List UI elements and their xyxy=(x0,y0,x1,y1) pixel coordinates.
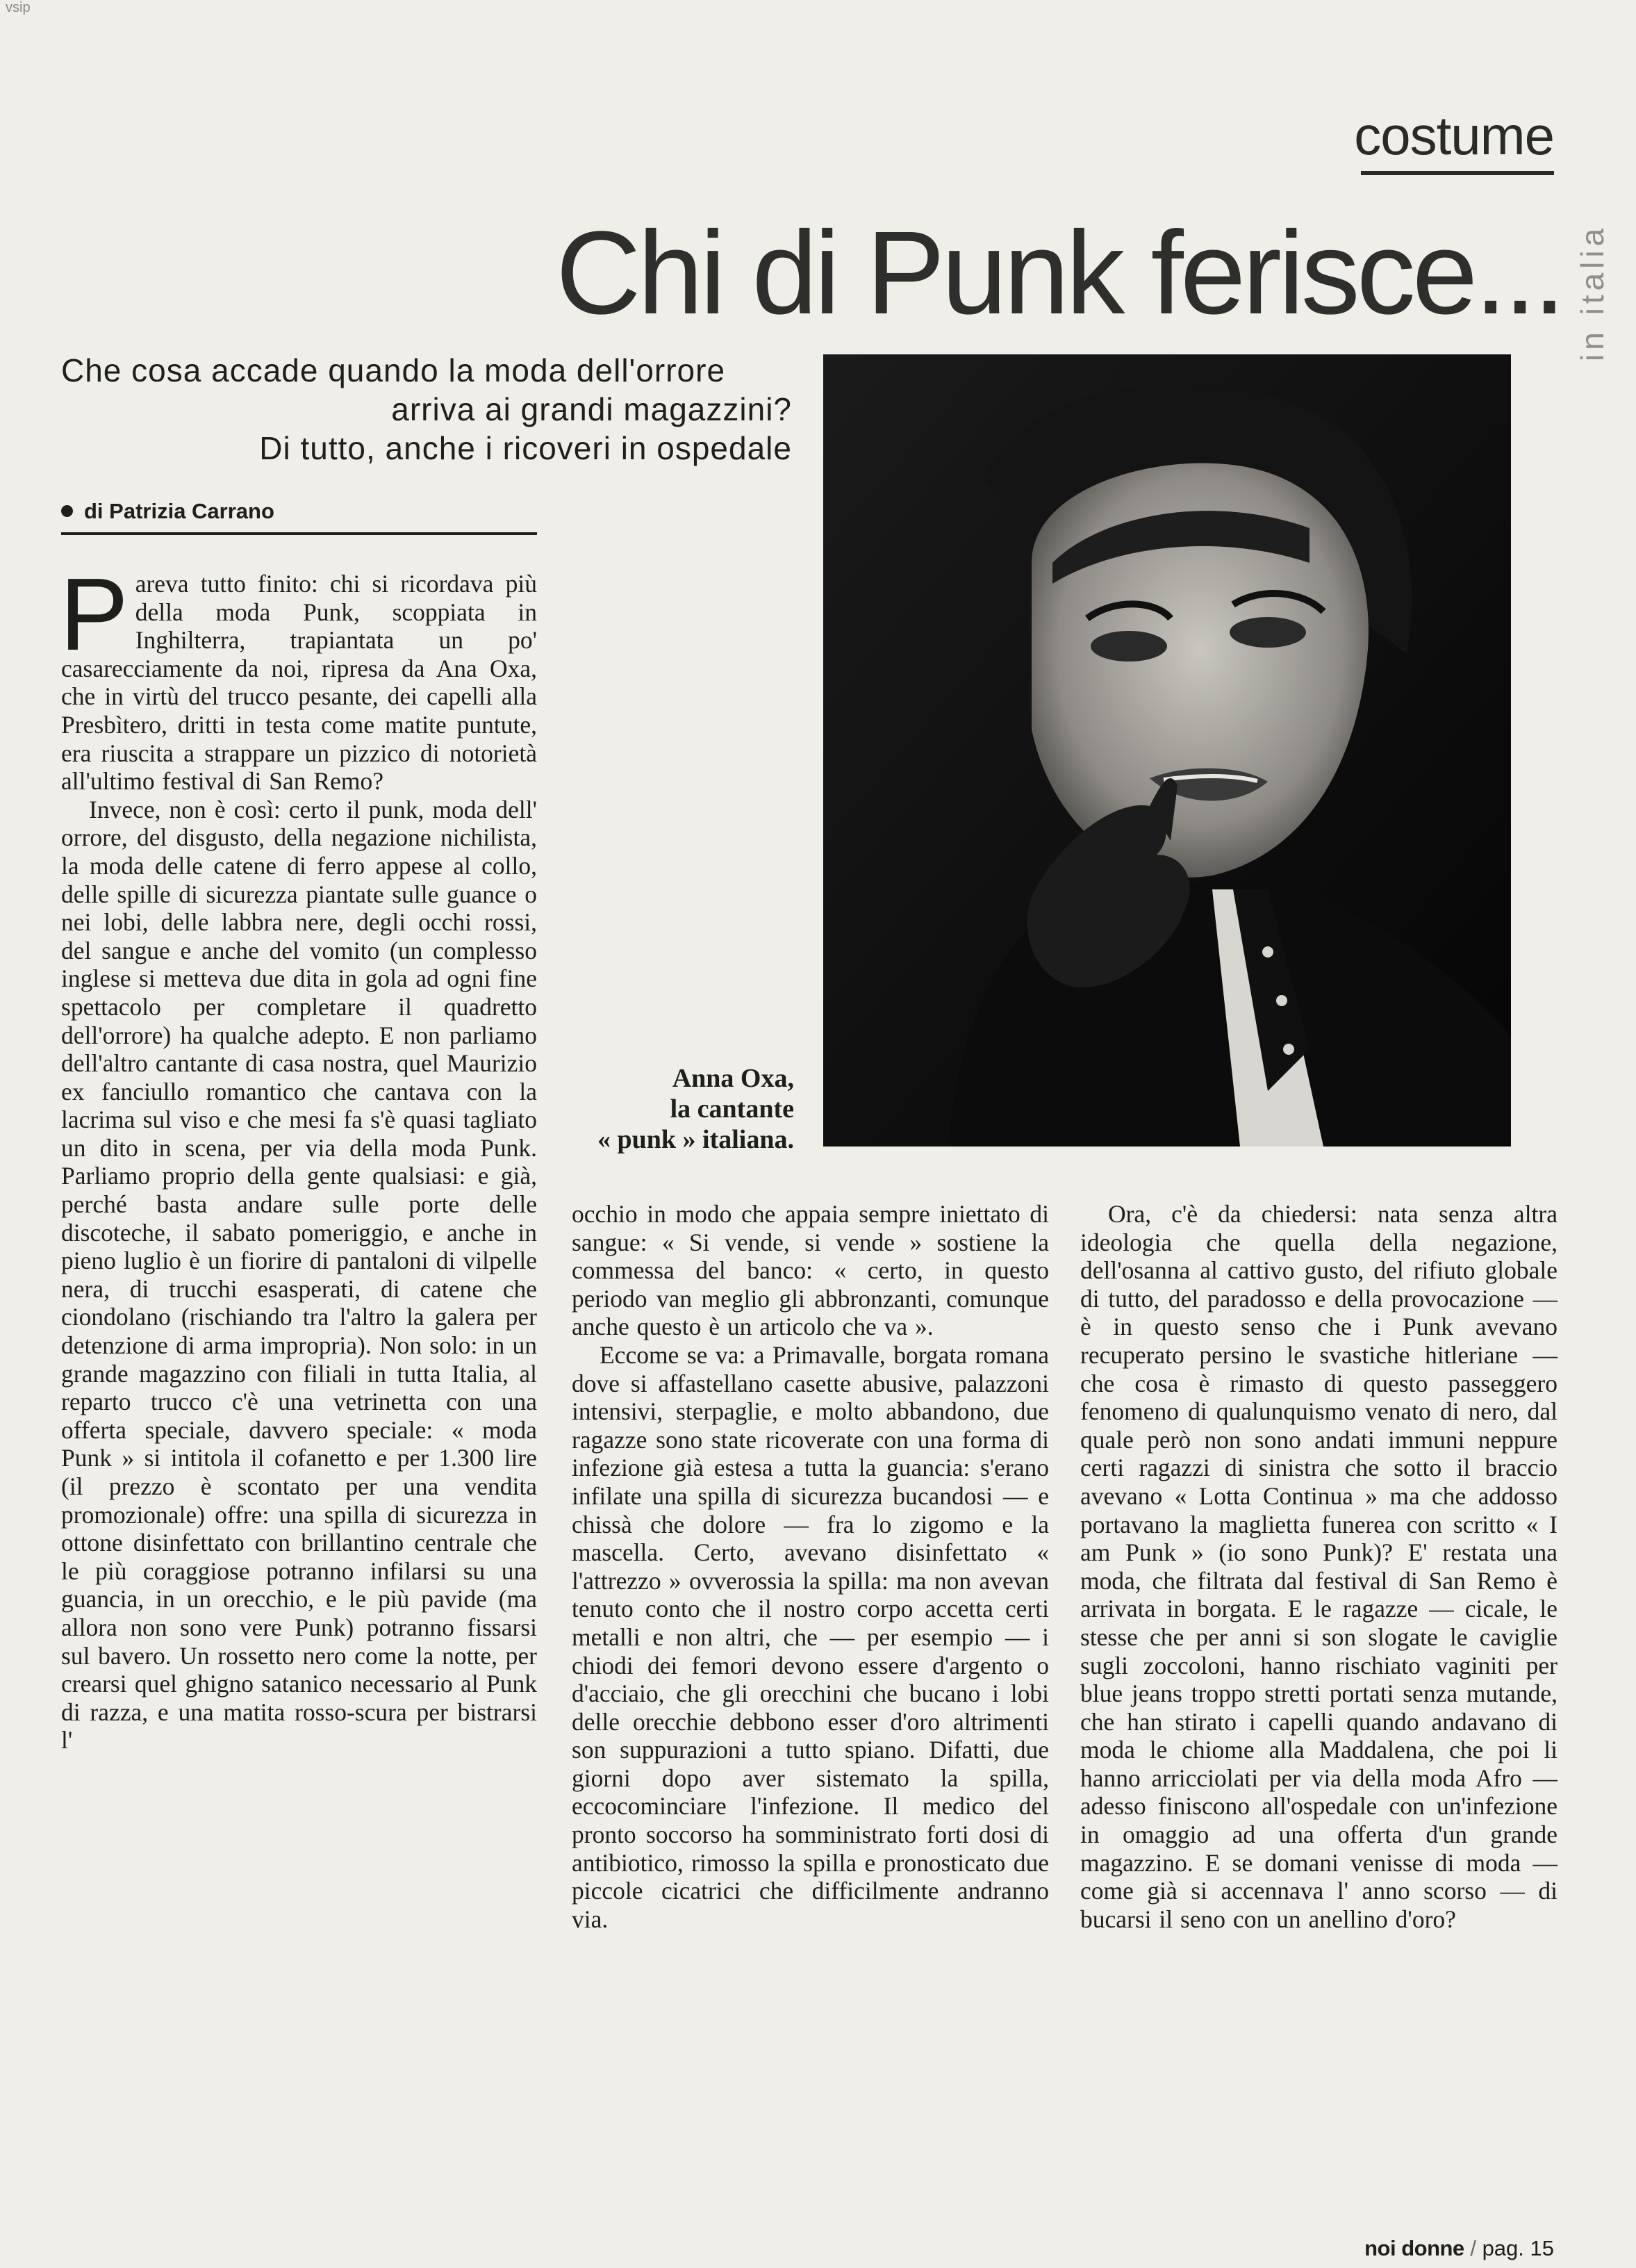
caption-line: la cantante xyxy=(670,1094,794,1124)
byline-rule xyxy=(61,532,537,535)
portrait-photo-illustration xyxy=(823,354,1511,1147)
page-footer xyxy=(1364,2236,1554,2261)
section-rule xyxy=(1361,171,1554,175)
article-photo xyxy=(823,354,1511,1147)
page-number: pag. 15 xyxy=(1482,2236,1554,2260)
paragraph-text: areva tutto finito: chi si ricordava più della moda Punk, scoppiata in Inghilterra, trapiantata un po' casarecciamente da noi, ripresa da Ana Oxa, che in virtù del trucco pesante, dei capelli alla Presbìtero, dritti in testa come matite puntute, era riuscita a strappare un pizzico di notorietà all'ultimo festival di San Remo? xyxy=(61,570,537,796)
article-column-2 xyxy=(572,1200,1049,1933)
article-subtitle xyxy=(61,351,792,468)
article-title: Chi di Punk ferisce... xyxy=(556,207,1562,339)
paragraph xyxy=(60,557,537,796)
corner-mark: vsip xyxy=(6,0,31,15)
photo-caption xyxy=(570,1063,794,1155)
paragraph: Invece, non è così: certo il punk, moda dell' orrore, del disgusto, della negazione nichilista, la moda delle catene di ferro appese al collo, delle spille di sicurezza piantate sulle guance o nei lobi, delle labbra nere, degli occhi rossi, del sangue e anche del vomito (un complesso inglese si metteva due dita in gola ad ogni fine spettacolo per completare il quadretto dell'orrore) ha qualche adepto. E non parliamo dell'altro cantante di casa nostra, quel Maurizio ex fanciullo romantico che cantava con la lacrima sul viso e che mesi fa s'è quasi tagliato un dito in scena, per via della moda Punk. Parliamo proprio della gente qualsiasi: e già, perché basta andare sulle porte delle discoteche, il sabato pomeriggio, e anche in pieno luglio è un fiorire di pantaloni di vilpelle nera, di trucchi esasperati, di catene che ciondolano (rischiando tra l'altro la galera per detenzione di arma impropria). Non solo: in un grande magazzino con filiali in tutta Italia, al reparto trucco c'è una vetrinetta con una offerta speciale, davvero speciale: « moda Punk » si intitola il cofanetto e per 1.300 lire (il prezzo è scontato per una vendita promozionale) offre: una spilla di sicurezza in ottone disinfettato con brillantino centrale che le più coraggiose potranno infilarsi su una guancia, in un orecchio, e le più pavide (ma allora non sono vere Punk) potranno fissarsi sul bavero. Un rossetto nero come la notte, per crearsi quel ghigno satanico necessario al Punk di razza, e una matita rosso-scura per bistrarsi l' xyxy=(61,795,537,1755)
paragraph: occhio in modo che appaia sempre iniettato di sangue: « Si vende, si vende » sostiene la commessa del banco: « certo, in questo periodo van meglio gli abbronzanti, comunque anche questo è un articolo che va ». xyxy=(572,1200,1049,1341)
paragraph: Eccome se va: a Primavalle, borgata romana dove si affastellano casette abusive, palazzoni intensivi, sterpaglie, e molto abbandono, due ragazze sono state ricoverate con una forma di infezione già estesa a tutta la guancia: s'erano infilate una spilla di sicurezza bucandosi — e chissà che dolore — fra lo zigomo e la mascella. Certo, avevano disinfettato « l'attrezzo » ovverossia la spilla: ma non avevan tenuto conto che il nostro corpo accetta certi metalli e non altri, che — per esempio — i chiodi dei femori devono essere d'argento o d'acciaio, che gli orecchini che bucano i lobi delle orecchie debbono esser d'oro altrimenti son suppurazioni a tutto spiano. Difatti, due giorni dopo aver sistemato la spilla, eccocominciare l'infezione. Il medico del pronto soccorso ha somministrato forti dosi di antibiotico, rimosso la spilla e pronosticato due piccole cicatrici che difficilmente andranno via. xyxy=(572,1340,1049,1933)
article-column-1 xyxy=(60,557,537,1755)
subtitle-line: Di tutto, anche i ricoveri in ospedale xyxy=(259,430,792,466)
byline-text: di Patrizia Carrano xyxy=(84,499,274,523)
drop-cap: P xyxy=(60,557,129,672)
bullet-icon xyxy=(61,505,73,517)
section-label: costume xyxy=(1354,105,1554,166)
magazine-name: noi donne xyxy=(1364,2236,1464,2260)
byline xyxy=(61,499,537,524)
paragraph: Ora, c'è da chiedersi: nata senza altra ideologia che quella della negazione, dell'osanna al cattivo gusto, del rifiuto globale di tutto, del paradosso e della provocazione — è in questo senso che i Punk avevano recuperato persino le svastiche hitleriane — che cosa è rimasto di questo passeggero fenomeno di qualunquismo venato di nero, dal quale però non sono andati immuni neppure certi ragazzi di sinistra che sotto il braccio avevano « Lotta Continua » ma che addosso portavano la maglietta funerea con scritto « I am Punk » (io sono Punk)? E' restata una moda, che filtrata dal festival di San Remo è arrivata in borgata. E le ragazze — cicale, le stesse che per anni si son slogate le caviglie sugli zoccoloni, hanno rischiato vaginiti per blue jeans troppo stretti portati senza mutande, che han stirato i capelli quando andavano di moda le chiome alla Maddalena, che poi li hanno arricciolati per via della moda Afro — adesso finiscono all'ospedale con un'infezione in omaggio ad una offerta d'un grande magazzino. E se domani venisse di moda — come già si accennava l' anno scorso — di bucarsi il seno con un anellino d'oro? xyxy=(1080,1200,1557,1933)
caption-line: Anna Oxa, xyxy=(672,1064,794,1093)
article-column-3 xyxy=(1080,1200,1557,1933)
caption-line: « punk » italiana. xyxy=(597,1125,794,1154)
footer-separator: / xyxy=(1470,2236,1476,2260)
subtitle-line: arriva ai grandi magazzini? xyxy=(391,391,792,427)
side-label: in italia xyxy=(1574,224,1610,361)
subtitle-line: Che cosa accade quando la moda dell'orrore xyxy=(61,352,726,388)
